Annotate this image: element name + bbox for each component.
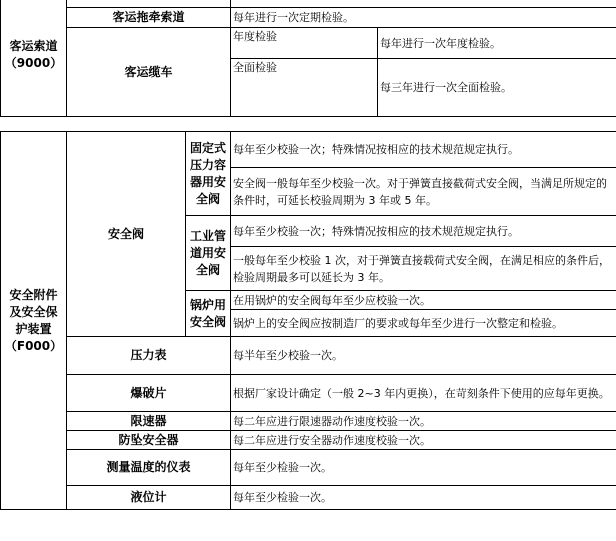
safety-accessories-table: [0, 131, 616, 510]
rupture-disc-requirement: 根据厂家设计确定（一般 2~3 年内更换），在苛刻条件下使用的应每年更换。: [231, 375, 616, 412]
temperature-instrument-label: 测量温度的仪表: [67, 450, 231, 486]
level-gauge-label: 液位计: [67, 486, 231, 510]
boiler-valve-req-1: 在用锅炉的安全阀每年至少应校验一次。: [231, 291, 616, 310]
pressure-gauge-label: 压力表: [67, 337, 231, 375]
speed-limiter-label: 限速器: [67, 412, 231, 431]
fall-arrester-label: 防坠安全器: [67, 431, 231, 450]
pressure-vessel-valve-label: 固定式 压力容 器用安 全阀: [186, 132, 231, 216]
boiler-valve-label: 锅炉用 安全阀: [186, 291, 231, 337]
ropeway-table: [0, 0, 616, 117]
safety-category: 安全附件 及安全保 护装置 （F000）: [1, 132, 67, 510]
cabin-annual-requirement: 每年进行一次年度检验。: [378, 28, 616, 59]
cabin-full-requirement: 每三年进行一次全面检验。: [378, 59, 616, 117]
pressure-gauge-requirement: 每半年至少校验一次。: [231, 337, 616, 375]
rupture-disc-label: 爆破片: [67, 375, 231, 412]
pipe-valve-label: 工业管 道用安 全阀: [186, 216, 231, 291]
clipped-top-row-text: [231, 0, 616, 8]
cabin-label: 客运缆车: [67, 28, 231, 117]
pressure-vessel-valve-req-1: 每年至少校验一次；特殊情况按相应的技术规范规定执行。: [231, 132, 616, 168]
towline-label: 客运拖牵索道: [67, 8, 231, 28]
towline-requirement: 每年进行一次定期检验。: [231, 8, 616, 28]
pressure-vessel-valve-req-2: 安全阀一般每年至少校验一次。对于弹簧直接截荷式安全阀，当满足所规定的条件时，可延长校验周期为 3 年或 5 年。: [231, 168, 616, 216]
temperature-instrument-requirement: 每年至少检验一次。: [231, 450, 616, 486]
cabin-full-type: 全面检验: [231, 59, 378, 117]
fall-arrester-requirement: 每二年应进行安全器动作速度校验一次。: [231, 431, 616, 450]
ropeway-category: 客运索道 （9000）: [1, 0, 67, 117]
clipped-top-row-label: [67, 0, 231, 8]
speed-limiter-requirement: 每二年应进行限速器动作速度校验一次。: [231, 412, 616, 431]
cabin-annual-type: 年度检验: [231, 28, 378, 59]
pipe-valve-req-2: 一般每年至少校验 1 次，对于弹簧直接载荷式安全阀，在满足相应的条件后，检验周期最多可以延长为 3 年。: [231, 247, 616, 291]
safety-valve-label: 安全阀: [67, 132, 186, 337]
boiler-valve-req-2: 锅炉上的安全阀应按制造厂的要求或每年至少进行一次整定和检验。: [231, 310, 616, 337]
level-gauge-requirement: 每年至少检验一次。: [231, 486, 616, 510]
pipe-valve-req-1: 每年至少校验一次；特殊情况按相应的技术规范规定执行。: [231, 216, 616, 247]
